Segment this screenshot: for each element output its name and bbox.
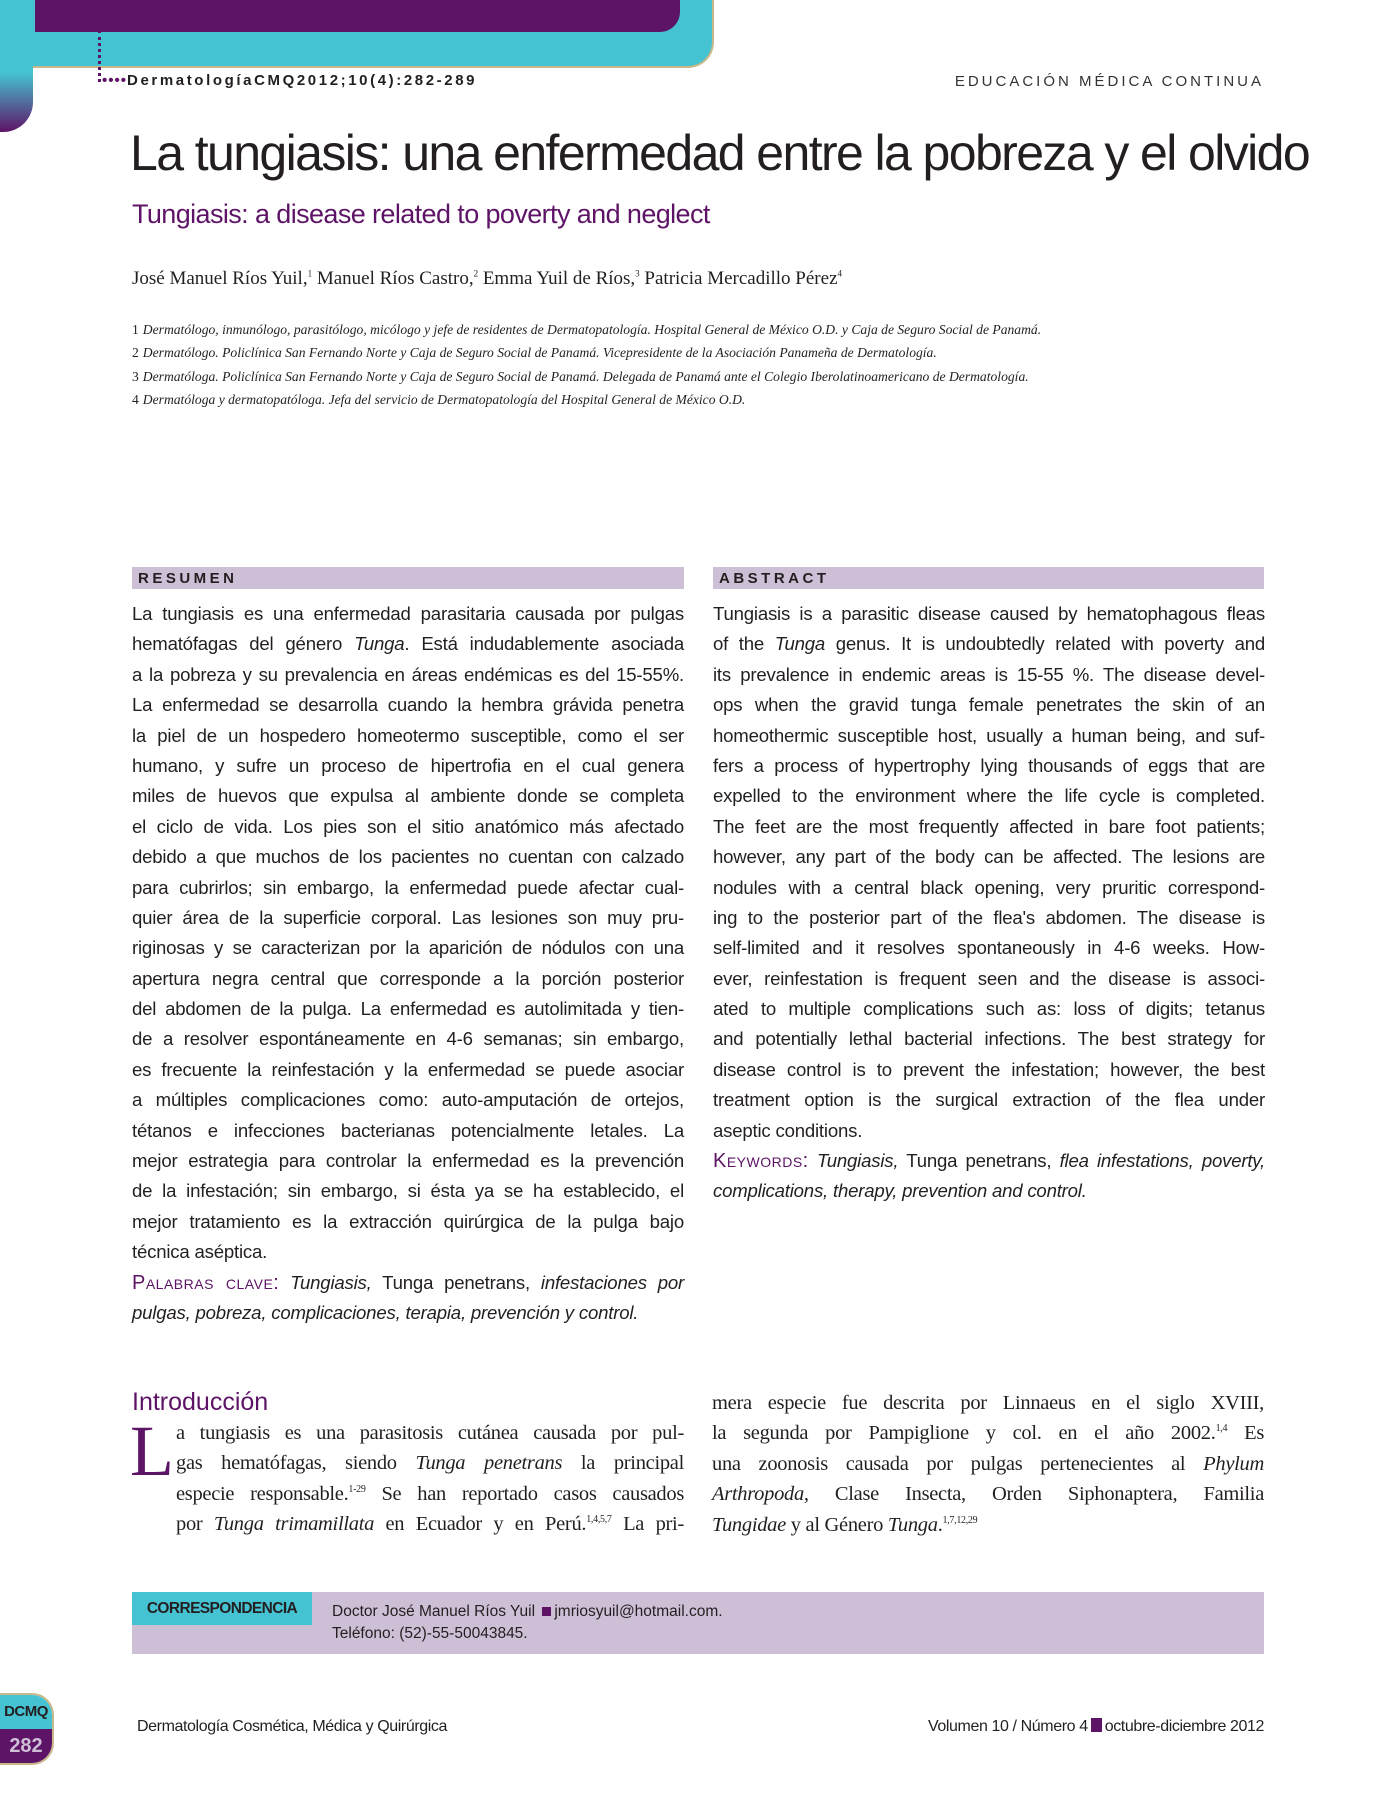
text-line: [712, 1388, 1264, 1418]
text-segment: de la infestación; sin embargo, si ésta ya se ha establecido, el: [132, 1180, 684, 1202]
text-segment: genus. It is undoubtedly related with poverty and: [825, 633, 1265, 655]
text-line: [132, 1024, 684, 1054]
page-badge: [0, 1693, 54, 1765]
text-line: [132, 629, 684, 659]
text-line: [713, 812, 1265, 842]
text-segment: Es: [1227, 1422, 1264, 1445]
text-segment: hematófagas del género: [132, 633, 355, 655]
italic-text: flea infestations, poverty,: [1059, 1150, 1265, 1172]
text-segment: fers a process of hypertrophy lying thousands of eggs that are: [713, 754, 1265, 776]
text-line: [712, 1418, 1264, 1448]
italic-text: Tunga penetrans: [415, 1452, 563, 1475]
resumen-body: [132, 599, 684, 1328]
text-segment: riginosas y se caracterizan por la aparición de nódulos con una: [132, 937, 684, 959]
text-line: [713, 1116, 1265, 1146]
journal-reference: [102, 72, 477, 89]
keywords-label: Keywords:: [713, 1150, 809, 1173]
text-segment: la piel de un hospedero homeotermo susceptible, como el ser: [132, 724, 684, 746]
text-segment: a múltiples complicaciones como: auto-amputación de ortejos,: [132, 1089, 684, 1111]
text-line: [132, 964, 684, 994]
affiliation: 2 Dermatólogo. Policlínica San Fernando Norte y Caja de Seguro Social de Panamá. Vicepresidente de la Asociación Panameña de Dermatología.: [132, 345, 937, 361]
text-segment: aseptic conditions.: [713, 1119, 863, 1141]
text-line: [132, 933, 684, 963]
text-segment: ing to the posterior part of the flea's abdomen. The disease is: [713, 906, 1265, 928]
italic-text: complications, therapy, prevention and control.: [713, 1180, 1087, 1202]
drop-cap: L: [130, 1411, 174, 1491]
text-segment: quier área de la superficie corporal. Las lesiones son muy pru-: [132, 906, 684, 928]
resumen-heading: RESUMEN: [132, 567, 684, 589]
text-segment: mera especie fue descrita por Linnaeus en el siglo XVIII,: [712, 1392, 1264, 1414]
header-purple-bar: [35, 0, 680, 32]
author: Manuel Ríos Castro,$^2$: [312, 268, 479, 289]
text-segment: por: [176, 1513, 214, 1536]
text-line: [713, 873, 1265, 903]
text-segment: expelled to the environment where the life cycle is completed.: [713, 785, 1265, 807]
text-segment: La enfermedad se desarrolla cuando la hembra grávida penetra: [132, 694, 684, 716]
text-segment: Tungiasis is a parasitic disease caused by hematophagous fleas: [713, 603, 1265, 624]
text-line: [713, 1146, 1265, 1176]
text-segment: es frecuente la reinfestación y la enfermedad se puede asociar: [132, 1058, 684, 1080]
text-line: [132, 842, 684, 872]
text-segment: however, any part of the body can be affected. The lesions are: [713, 846, 1265, 868]
text-segment: La pri-: [611, 1513, 684, 1536]
text-segment: [809, 1150, 817, 1171]
text-segment: técnica aséptica.: [132, 1241, 268, 1263]
text-segment: Se han reportado casos causados: [365, 1482, 685, 1505]
affiliations: [132, 318, 1041, 411]
text-segment: la principal: [562, 1452, 684, 1475]
text-segment: a tungiasis es una parasitosis cutánea causada por pul-: [176, 1422, 684, 1444]
text-line: [713, 629, 1265, 659]
text-segment: , Clase Insecta, Orden Siphonaptera, Familia: [803, 1483, 1264, 1506]
text-segment: una zoonosis causada por pulgas pertenecientes al: [712, 1452, 1204, 1475]
italic-text: Tunga trimamillata: [213, 1513, 375, 1536]
italic-text: Tunga: [354, 633, 405, 655]
text-segment: el ciclo de vida. Los pies son el sitio anatómico más afectado: [132, 815, 684, 837]
text-segment: of the: [713, 633, 775, 655]
text-line: [176, 1509, 684, 1539]
correspondence-details: [332, 1601, 723, 1645]
text-segment: [279, 1272, 290, 1293]
citation-superscript: 1,4: [1215, 1423, 1228, 1435]
text-line: [713, 751, 1265, 781]
text-segment: homeothermic susceptible host, usually a human being, and suf-: [713, 724, 1265, 746]
text-segment: de a resolver espontáneamente en 4-6 semanas; sin embargo,: [132, 1028, 684, 1050]
italic-text: infestaciones por: [540, 1271, 684, 1293]
text-segment: its prevalence in endemic areas is 15-55 %. The disease devel-: [713, 663, 1265, 685]
text-segment: mejor estrategia para controlar la enfermedad es la prevención: [132, 1150, 684, 1172]
text-segment: para cubrirlos; sin embargo, la enfermedad puede afectar cual-: [132, 876, 684, 898]
text-segment: disease control is to prevent the infestation; however, the best: [713, 1058, 1265, 1080]
text-line: [132, 903, 684, 933]
text-line: [132, 781, 684, 811]
section-label: EDUCACIÓN MÉDICA CONTINUA: [954, 73, 1264, 90]
italic-text: Tungiasis,: [816, 1150, 899, 1172]
text-line: [132, 1055, 684, 1085]
correspondence-label: CORRESPONDENCIA: [132, 1592, 312, 1625]
text-line: [132, 1146, 684, 1176]
text-line: [132, 1268, 684, 1298]
text-line: [712, 1510, 1264, 1540]
page-number: 282: [0, 1729, 52, 1763]
text-segment: . Está indudablemente asociada: [404, 633, 684, 655]
text-line: [713, 1055, 1265, 1085]
text-segment: debido a que muchos de los pacientes no cuentan con calzado: [132, 846, 684, 868]
text-line: [713, 690, 1265, 720]
text-line: [132, 751, 684, 781]
text-line: [713, 660, 1265, 690]
italic-text: pulgas, pobreza, complicaciones, terapia, prevención y control.: [132, 1301, 639, 1323]
text-segment: humano, y sufre un proceso de hipertrofia en el cual genera: [132, 754, 684, 776]
text-line: [176, 1418, 684, 1448]
italic-text: Arthropoda: [712, 1483, 804, 1506]
text-line: [713, 781, 1265, 811]
text-line: [713, 933, 1265, 963]
text-line: [132, 1298, 684, 1328]
footer-issue-info: [928, 1718, 1264, 1736]
dots-prefix: ••••: [102, 72, 128, 89]
text-segment: mejor tratamiento es la extracción quirúrgica de la pulga bajo: [132, 1210, 684, 1232]
text-line: [713, 1024, 1265, 1054]
text-line: [132, 1237, 684, 1267]
header-side-strip: [0, 0, 33, 132]
text-segment: del abdomen de la pulga. La enfermedad es autolimitada y tien-: [132, 998, 684, 1020]
text-line: [713, 1085, 1265, 1115]
abstract-heading: ABSTRACT: [713, 567, 1264, 589]
text-segment: miles de huevos que expulsa al ambiente donde se completa: [132, 785, 684, 807]
introduction-heading: Introducción: [132, 1388, 269, 1416]
correspondence-phone: Teléfono: (52)-55-50043845.: [332, 1625, 528, 1642]
correspondence-email[interactable]: jmriosyuil@hotmail.com.: [554, 1603, 723, 1620]
footer-date: octubre-diciembre 2012: [1104, 1718, 1264, 1735]
text-segment: Tunga penetrans,: [898, 1150, 1060, 1172]
text-line: [132, 599, 684, 629]
footer-journal-name: Dermatología Cosmética, Médica y Quirúrgica: [137, 1718, 448, 1735]
text-line: [132, 1176, 684, 1206]
text-segment: Tunga penetrans,: [371, 1271, 541, 1293]
italic-text: Tunga: [887, 1513, 938, 1536]
author: Emma Yuil de Ríos,$^3$: [478, 268, 640, 289]
keywords-label: Palabras clave:: [132, 1271, 280, 1294]
affiliation: 1 Dermatólogo, inmunólogo, parasitólogo, micólogo y jefe de residentes de Dermatopatología. Hospital General de México O.D. y Caja de Seguro Social de Panamá.: [132, 322, 1042, 337]
italic-text: Tunga: [774, 633, 826, 655]
abstract-body: [713, 599, 1265, 1207]
text-segment: a la pobreza y su prevalencia en áreas endémicas es del 15-55%.: [132, 663, 684, 685]
text-segment: apertura negra central que corresponde a la porción posterior: [132, 967, 684, 989]
citation-superscript: 1-29: [348, 1483, 366, 1495]
text-line: [713, 842, 1265, 872]
text-segment: .: [937, 1513, 943, 1536]
text-line: [132, 812, 684, 842]
text-line: [176, 1479, 684, 1509]
introduction-left-column: [176, 1418, 684, 1540]
italic-text: Phylum: [1203, 1452, 1264, 1475]
correspondence-name: Doctor José Manuel Ríos Yuil: [332, 1603, 536, 1620]
author-list: [132, 268, 842, 290]
text-segment: nodules with a central black opening, very pruritic correspond-: [713, 876, 1265, 898]
article-subtitle: Tungiasis: a disease related to poverty and neglect: [132, 199, 710, 229]
square-bullet-icon: [1091, 1718, 1102, 1732]
text-segment: ops when the gravid tunga female penetrates the skin of an: [713, 694, 1265, 716]
text-segment: tétanos e infecciones bacterianas potencialmente letales. La: [132, 1119, 684, 1141]
author: José Manuel Ríos Yuil,$^1$: [132, 268, 313, 289]
text-segment: The feet are the most frequently affected in bare foot patients;: [713, 815, 1265, 837]
text-line: [132, 873, 684, 903]
text-line: [713, 1176, 1265, 1206]
text-line: [132, 690, 684, 720]
text-line: [132, 660, 684, 690]
affiliation: 4 Dermatóloga y dermatopatóloga. Jefa del servicio de Dermatopatología del Hospital General de México O.D.: [132, 391, 746, 407]
journal-citation: DermatologíaCMQ2012;10(4):282-289: [127, 72, 478, 89]
text-segment: ated to multiple complications such as: loss of digits; tetanus: [713, 998, 1265, 1020]
article-title: La tungiasis: una enfermedad entre la pobreza y el olvido: [130, 125, 1310, 181]
text-segment: en Ecuador y en Perú.: [374, 1513, 587, 1536]
text-segment: self-limited and it resolves spontaneously in 4-6 weeks. How-: [713, 937, 1265, 959]
author: Patricia Mercadillo Pérez$^4$: [639, 268, 843, 289]
citation-superscript: 1,4,5,7: [586, 1514, 612, 1526]
text-segment: gas hematófagas, siendo: [176, 1452, 416, 1475]
text-segment: and potentially lethal bacterial infections. The best strategy for: [713, 1028, 1265, 1050]
affiliation: 3 Dermatóloga. Policlínica San Fernando Norte y Caja de Seguro Social de Panamá. Delegada de Panamá ante el Colegio Iberolatinoamericano de Dermatología.: [132, 368, 1029, 384]
text-line: [132, 1085, 684, 1115]
text-line: [132, 1116, 684, 1146]
text-segment: y al Género: [785, 1513, 888, 1536]
text-segment: ever, reinfestation is frequent seen and the disease is associ-: [713, 967, 1265, 989]
introduction-right-column: [712, 1388, 1264, 1540]
italic-text: Tungidae: [712, 1513, 786, 1536]
text-line: [132, 721, 684, 751]
badge-abbreviation: DCMQ: [0, 1695, 52, 1729]
text-segment: especie responsable.: [176, 1482, 349, 1505]
text-line: [713, 721, 1265, 751]
text-line: [712, 1479, 1264, 1509]
text-line: [713, 599, 1265, 629]
text-line: [132, 994, 684, 1024]
text-line: [176, 1448, 684, 1478]
text-line: [713, 903, 1265, 933]
text-segment: treatment option is the surgical extraction of the flea under: [713, 1089, 1265, 1111]
text-line: [712, 1449, 1264, 1479]
text-line: [713, 994, 1265, 1024]
text-segment: La tungiasis es una enfermedad parasitaria causada por pulgas: [132, 603, 684, 624]
text-line: [713, 964, 1265, 994]
italic-text: Tungiasis,: [290, 1271, 372, 1293]
footer-volume: Volumen 10 / Número 4: [928, 1718, 1088, 1735]
text-line: [132, 1207, 684, 1237]
text-segment: la segunda por Pampiglione y col. en el año 2002.: [712, 1422, 1216, 1445]
square-bullet-icon: [542, 1607, 551, 1616]
citation-superscript: 1,7,12,29: [942, 1514, 978, 1526]
